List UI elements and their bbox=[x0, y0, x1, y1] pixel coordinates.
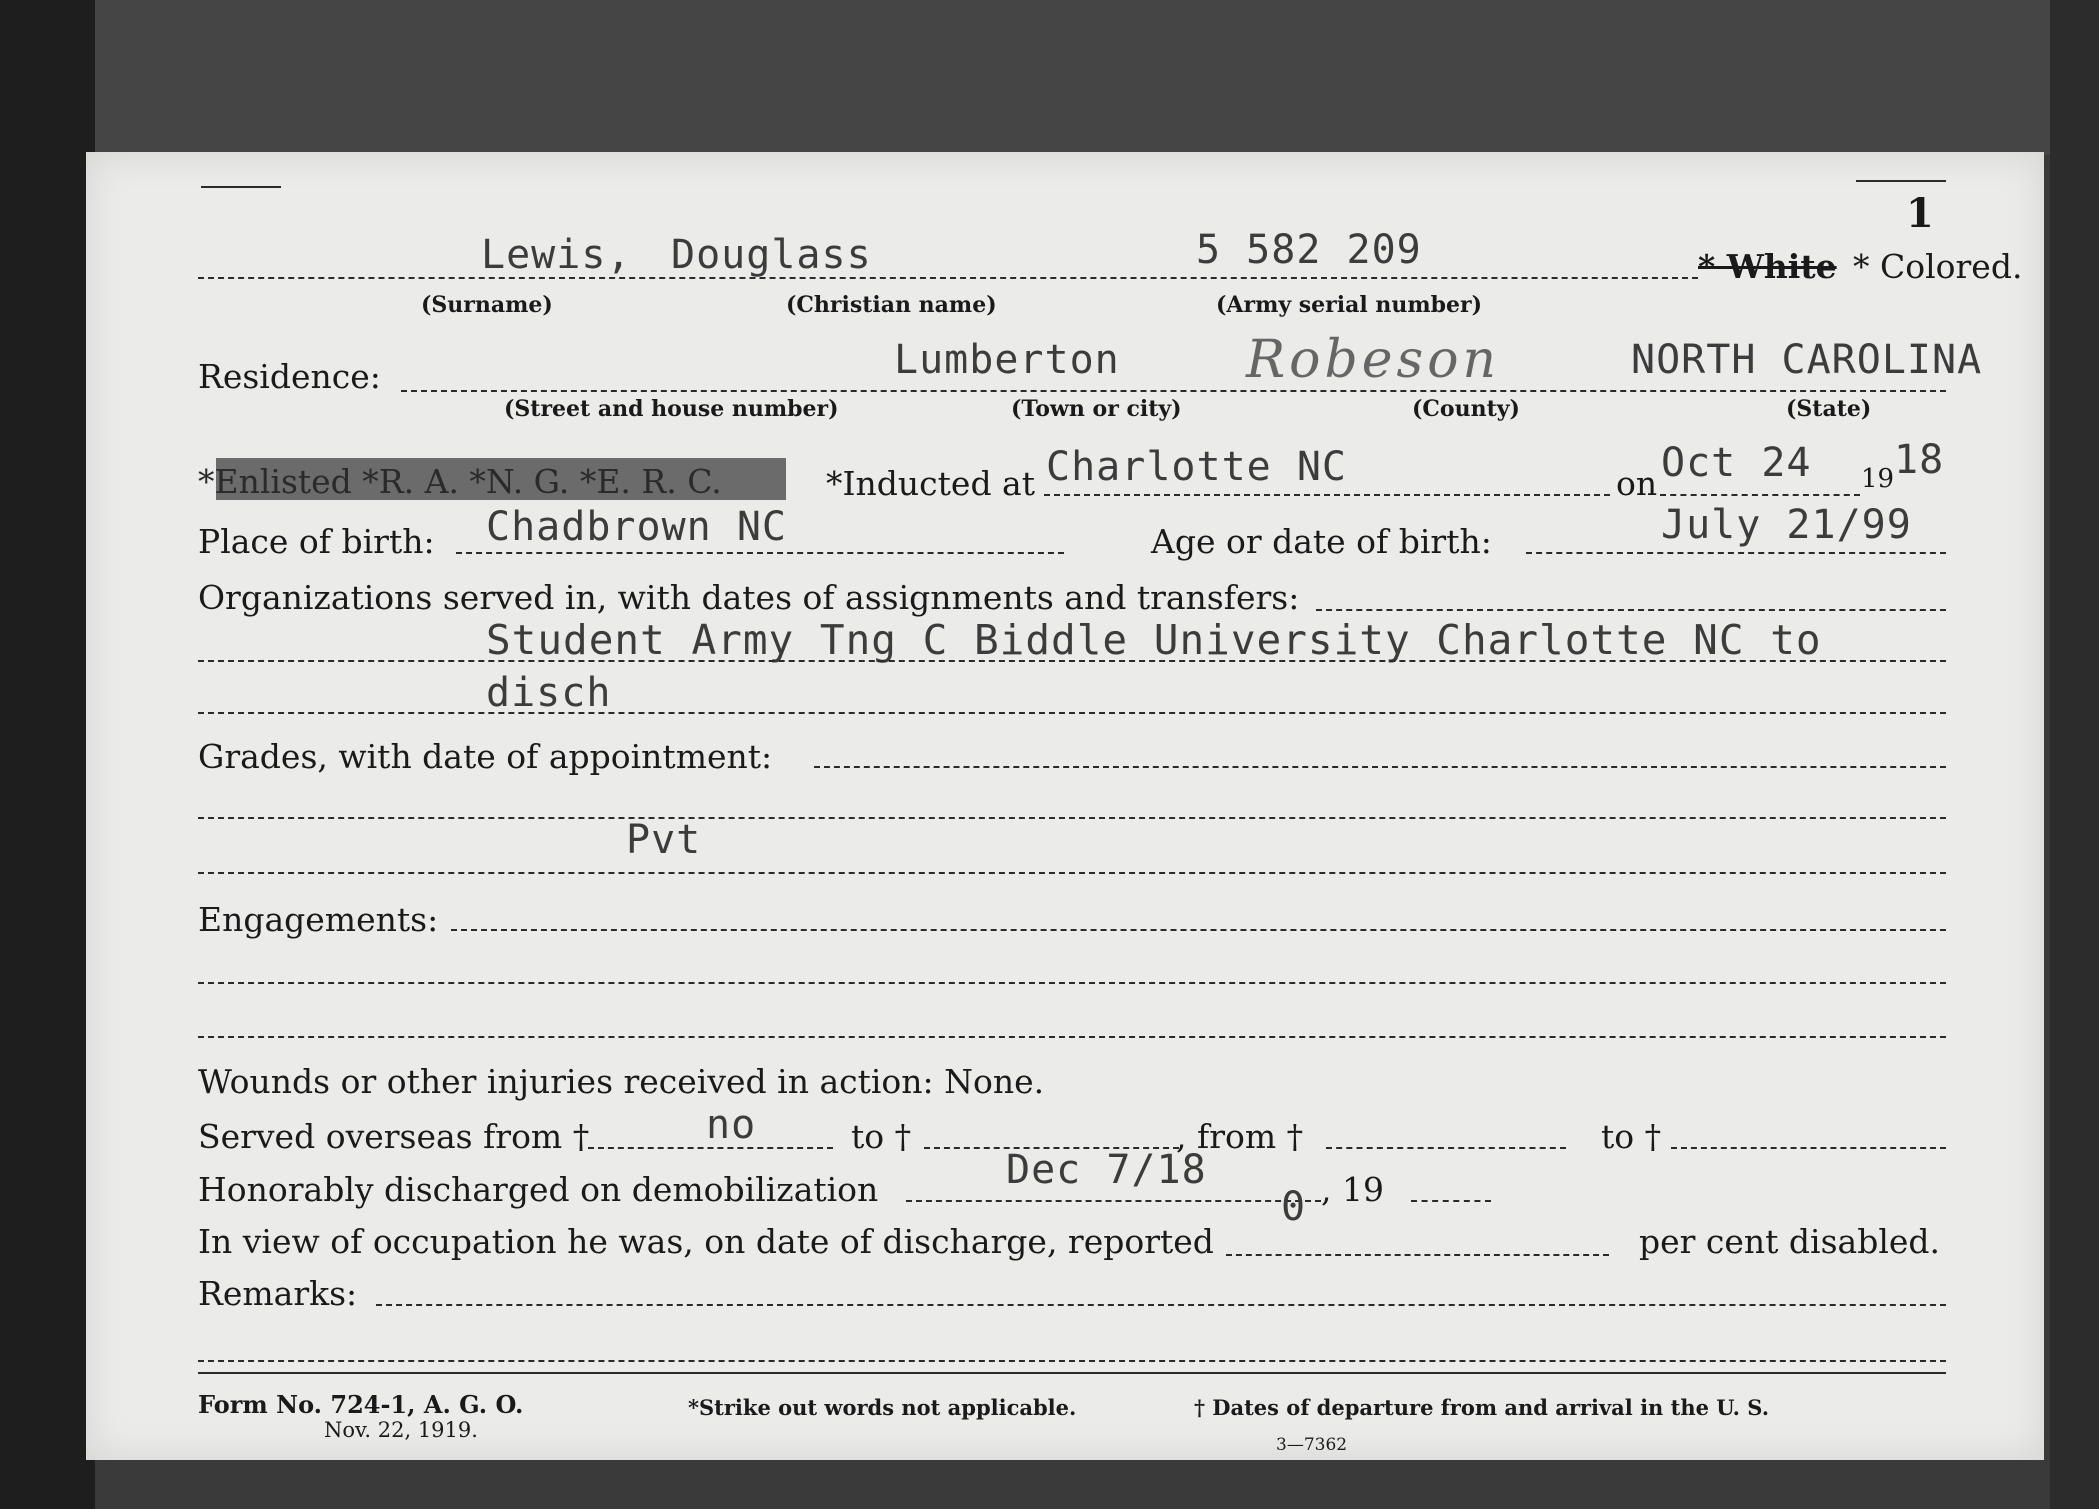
overseas-from-value: no bbox=[706, 1102, 757, 1148]
dark-background-right bbox=[2050, 0, 2099, 1509]
dark-background-top bbox=[95, 0, 2099, 155]
surname-sublabel: (Surname) bbox=[421, 292, 553, 318]
disability-value: 0 bbox=[1281, 1184, 1307, 1230]
grades-line1 bbox=[198, 817, 1946, 819]
organizations-line1 bbox=[198, 660, 1946, 662]
christian-name-value: Douglass bbox=[671, 232, 872, 278]
name-line bbox=[198, 277, 1698, 279]
overseas-to2-label: to † bbox=[1601, 1117, 1662, 1156]
white-struck: * White bbox=[1698, 247, 1837, 286]
year-prefix: 19 bbox=[1861, 464, 1895, 494]
inducted-date-line bbox=[1660, 494, 1860, 496]
print-code: 3—7362 bbox=[1276, 1435, 1348, 1455]
engagements-line1 bbox=[451, 929, 1946, 931]
dark-background-left bbox=[0, 0, 95, 1509]
county-sublabel: (County) bbox=[1412, 396, 1520, 422]
overseas-from2-label: , from † bbox=[1176, 1117, 1304, 1156]
grades-label: Grades, with date of appointment: bbox=[198, 737, 773, 776]
birth-place-line bbox=[456, 552, 1064, 554]
town-sublabel: (Town or city) bbox=[1011, 396, 1182, 422]
discharge-year-line bbox=[1411, 1200, 1491, 1202]
discharge-date: Dec 7/18 bbox=[1006, 1147, 1207, 1193]
inducted-label: *Inducted at bbox=[826, 464, 1035, 503]
form-number: Form No. 724-1, A. G. O. bbox=[198, 1390, 524, 1419]
grades-line2 bbox=[198, 872, 1946, 874]
birth-place-value: Chadbrown NC bbox=[486, 504, 787, 550]
top-left-rule bbox=[201, 186, 281, 188]
grades-value: Pvt bbox=[626, 817, 702, 863]
footer-rule bbox=[198, 1372, 1946, 1374]
colored-label: * Colored. bbox=[1853, 247, 2023, 286]
form-date: Nov. 22, 1919. bbox=[324, 1418, 478, 1442]
overseas-from2-line bbox=[1326, 1147, 1566, 1149]
inducted-date: Oct 24 bbox=[1661, 440, 1812, 486]
state-sublabel: (State) bbox=[1786, 396, 1872, 422]
inducted-place: Charlotte NC bbox=[1046, 444, 1347, 490]
discharge-line bbox=[906, 1200, 1321, 1202]
enlisted-struck: *Enlisted *R. A. *N. G. *E. R. C. bbox=[198, 462, 722, 501]
card-number: 1 bbox=[1906, 190, 1934, 237]
remarks-label: Remarks: bbox=[198, 1274, 358, 1313]
residence-line bbox=[401, 390, 1946, 392]
organizations-line2 bbox=[198, 712, 1946, 714]
serial-number-value: 5 582 209 bbox=[1196, 227, 1422, 273]
service-record-card bbox=[86, 152, 2044, 1460]
birth-place-label: Place of birth: bbox=[198, 522, 435, 561]
grades-label-line bbox=[814, 766, 1946, 768]
birth-date-line bbox=[1526, 552, 1946, 554]
overseas-label: Served overseas from † bbox=[198, 1117, 590, 1156]
christian-sublabel: (Christian name) bbox=[786, 292, 997, 318]
serial-sublabel: (Army serial number) bbox=[1216, 292, 1483, 318]
birth-date-value: July 21/99 bbox=[1661, 502, 1912, 548]
organizations-label: Organizations served in, with dates of assignments and transfers: bbox=[198, 578, 1300, 617]
organizations-label-line bbox=[1316, 609, 1946, 611]
residence-label: Residence: bbox=[198, 357, 381, 396]
residence-county: Robeson bbox=[1246, 330, 1501, 390]
overseas-to2-line bbox=[1671, 1147, 1946, 1149]
birth-date-label: Age or date of birth: bbox=[1151, 522, 1492, 561]
dates-note: † Dates of departure from and arrival in the U. S. bbox=[1194, 1395, 1770, 1420]
organizations-line1-value: Student Army Tng C Biddle University Charlotte NC to bbox=[486, 616, 1822, 664]
overseas-to-label: to † bbox=[851, 1117, 912, 1156]
remarks-line2 bbox=[198, 1360, 1946, 1362]
engagements-line2 bbox=[198, 982, 1946, 984]
wounds-label: Wounds or other injuries received in action: None. bbox=[198, 1062, 1045, 1101]
remarks-line1 bbox=[376, 1304, 1946, 1306]
inducted-year: 18 bbox=[1894, 437, 1945, 483]
residence-state: NORTH CAROLINA bbox=[1631, 337, 1983, 383]
discharge-year-label: , 19 bbox=[1321, 1170, 1384, 1209]
engagements-label: Engagements: bbox=[198, 900, 439, 939]
top-right-rule bbox=[1856, 180, 1946, 182]
discharge-label: Honorably discharged on demobilization bbox=[198, 1170, 879, 1209]
residence-town: Lumberton bbox=[894, 337, 1120, 383]
organizations-line2-value: disch bbox=[486, 670, 612, 716]
street-sublabel: (Street and house number) bbox=[504, 396, 839, 422]
inducted-line bbox=[1044, 494, 1610, 496]
strike-note: *Strike out words not applicable. bbox=[688, 1395, 1077, 1420]
engagements-line3 bbox=[198, 1036, 1946, 1038]
disability-label: In view of occupation he was, on date of discharge, reported bbox=[198, 1222, 1214, 1261]
disability-suffix: per cent disabled. bbox=[1639, 1222, 1941, 1261]
on-label: on bbox=[1616, 464, 1658, 503]
disability-line bbox=[1226, 1254, 1609, 1256]
surname-value: Lewis, bbox=[481, 232, 632, 278]
